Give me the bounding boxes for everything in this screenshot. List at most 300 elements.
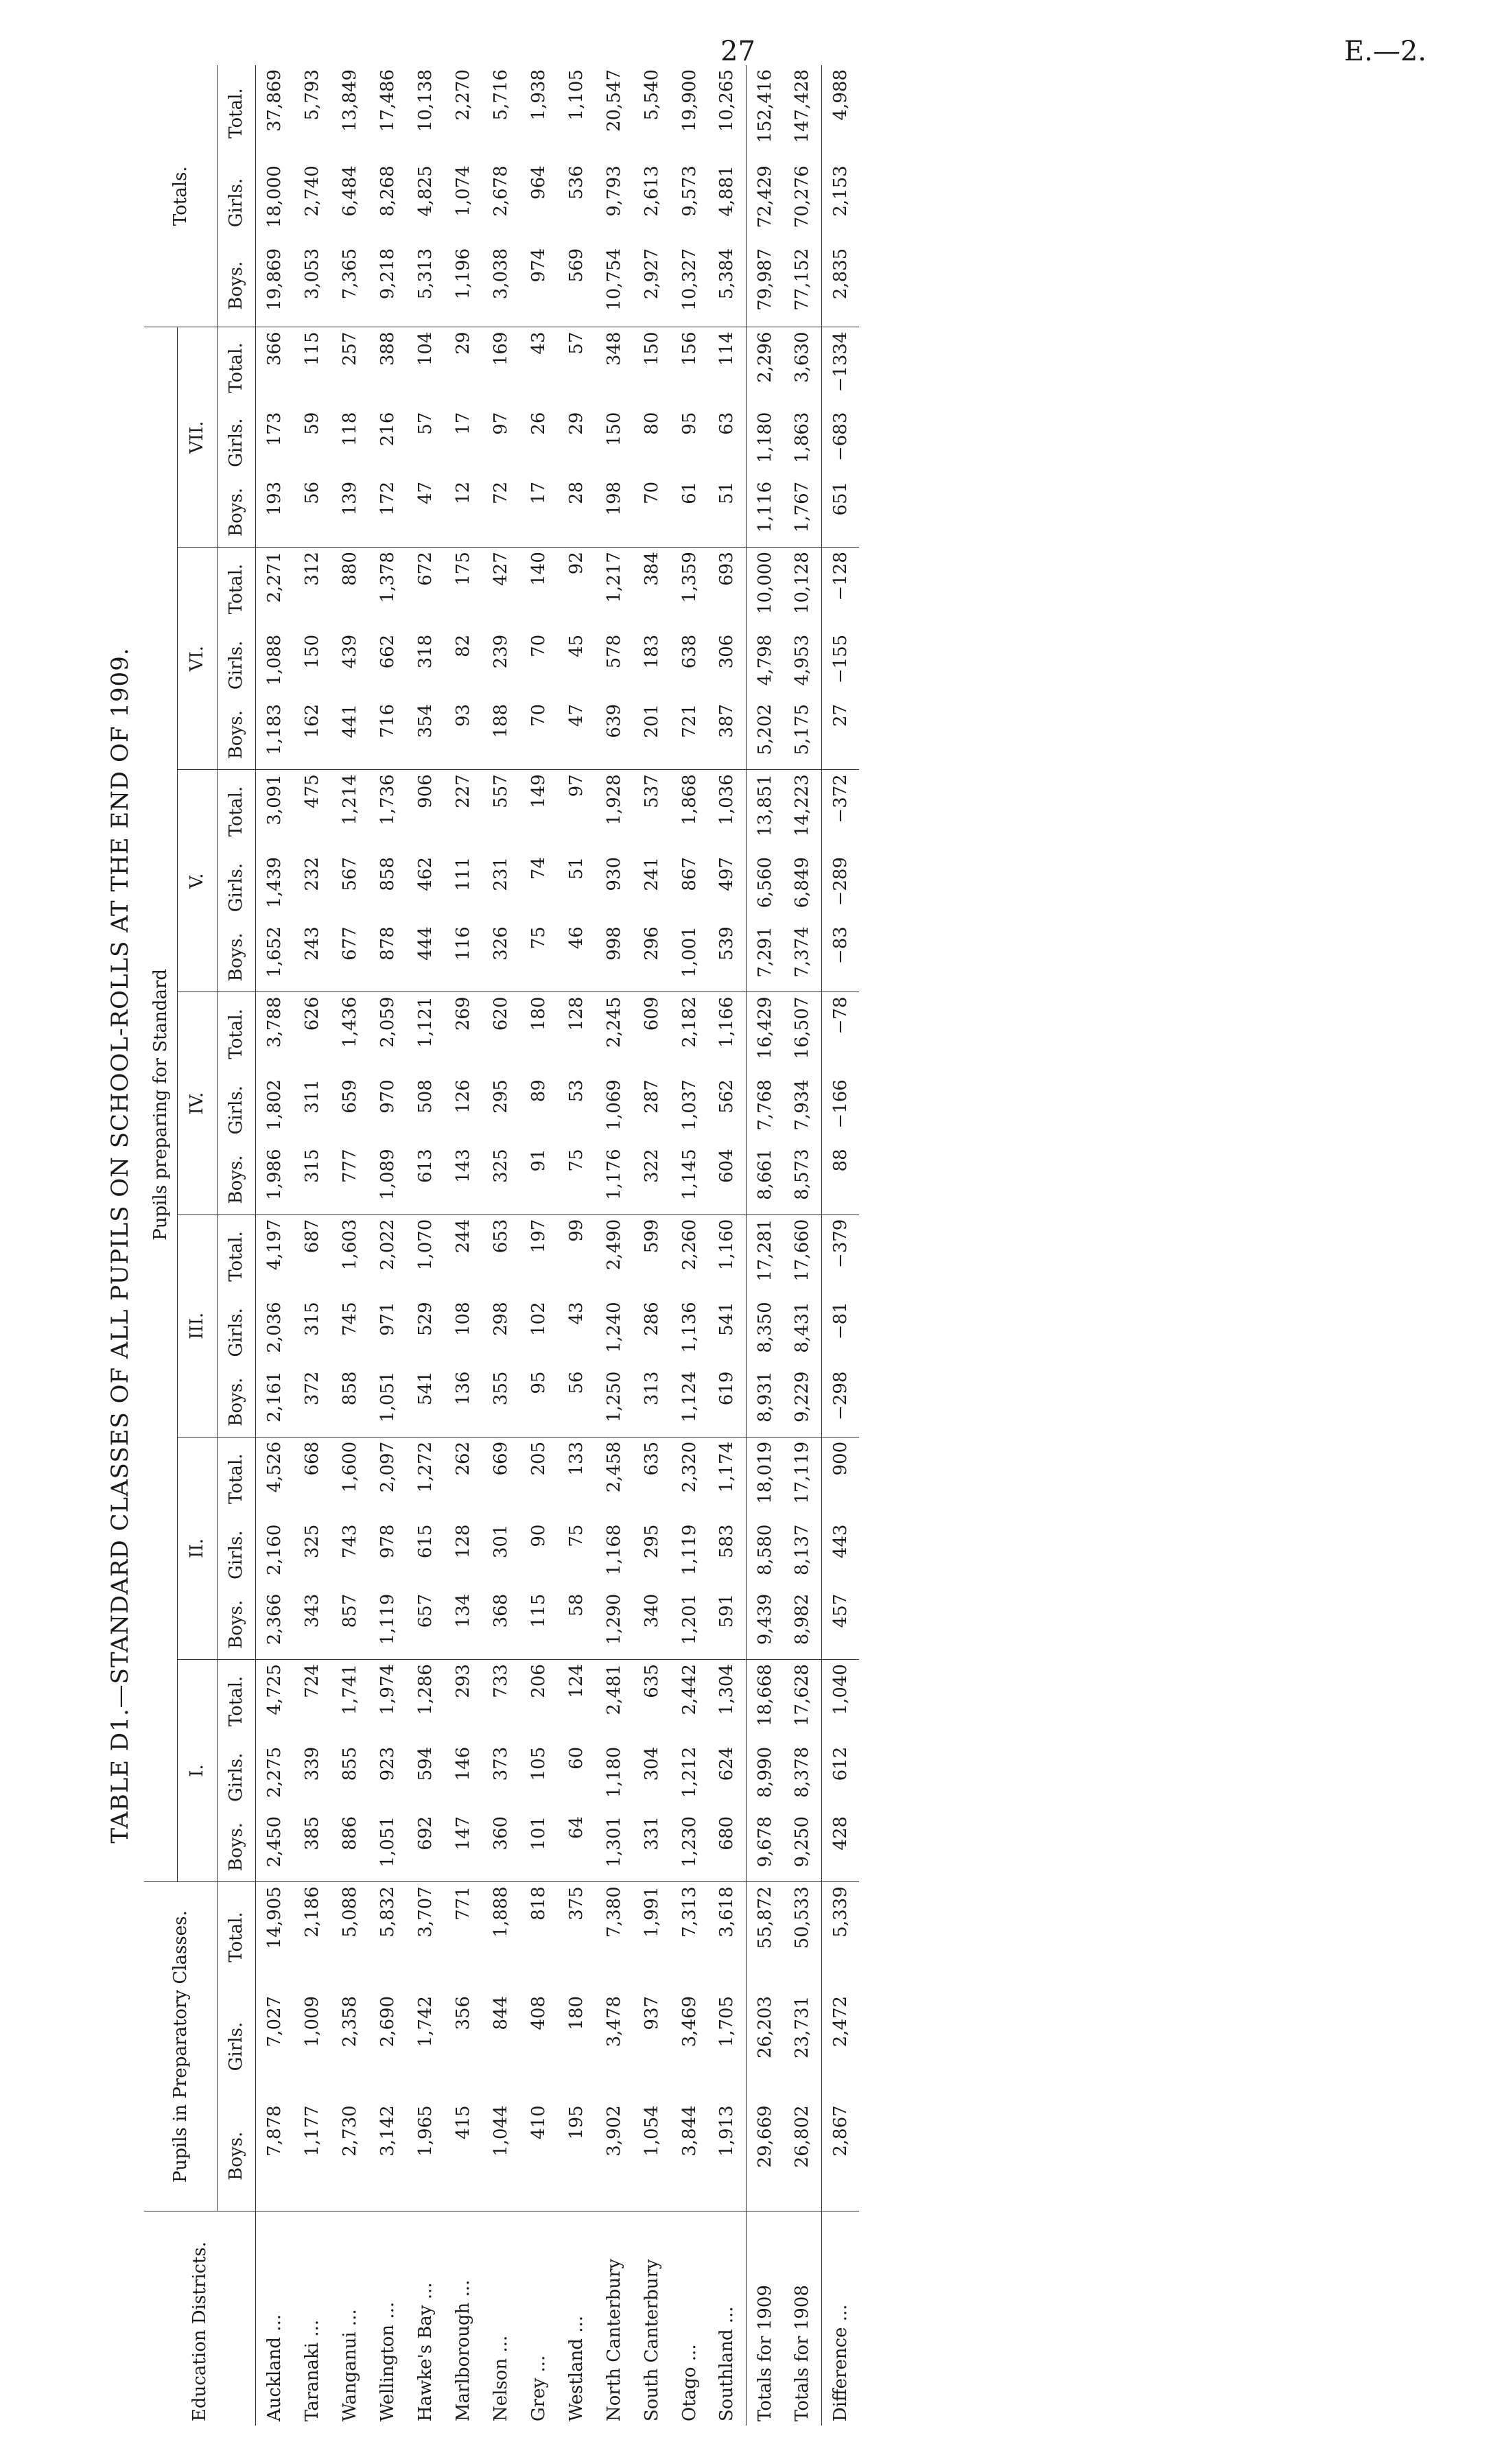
table-cell: 201 [633,700,670,770]
table-cell: 5,832 [377,1886,398,1938]
table-cell: 562 [716,1079,738,1114]
table-row [595,65,633,2426]
table-cell: 9,678 [746,1812,784,1882]
table-cell: 2,490 [603,1219,624,1271]
table-cell: 2,153 [821,161,859,244]
table-cell: 306 [716,634,738,669]
table-cell: 1,378 [377,552,398,603]
table-cell: 373 [490,1746,511,1781]
district-name: Hawke's Bay ... [414,2282,436,2421]
table-cell: 2,481 [603,1664,624,1715]
table-cell: 3,142 [368,2101,406,2211]
table-cell: 173 [263,412,285,447]
subheader-girls: Girls. [217,1521,255,1590]
table-cell: 657 [406,1590,444,1660]
table-cell: 1,088 [263,634,285,686]
table-cell: 89 [528,1079,549,1103]
table-cell: 45 [565,634,587,657]
table-cell: 10,327 [670,244,708,327]
table-cell: 2,022 [377,1219,398,1271]
rotated-table-region [96,65,1400,2426]
table-cell: 286 [641,1302,662,1336]
table-cell: 13,849 [339,69,360,132]
table-cell: 541 [406,1368,444,1438]
table-cell: 77,152 [784,244,821,327]
table-cell: 140 [528,552,549,586]
table-cell: 269 [452,996,473,1031]
table-cell: 428 [821,1812,859,1882]
table-cell: 60 [565,1746,587,1770]
table-cell: 3,053 [293,244,331,327]
subheader-girls: Girls. [217,631,255,700]
table-cell: 139 [331,478,368,548]
table-cell: 855 [339,1746,360,1781]
table-cell: 339 [301,1746,322,1781]
table-cell: 147 [444,1812,482,1882]
table-cell: 8,931 [746,1368,784,1438]
table-cell: 1,054 [633,2101,670,2211]
table-cell: 677 [331,922,368,992]
table-cell: 7,027 [263,1995,285,2048]
table-cell: 1,124 [670,1368,708,1438]
table-cell: 29 [565,412,587,435]
table-cell: 97 [565,774,587,797]
table-cell: 126 [452,1079,473,1114]
table-cell: 8,990 [746,1743,784,1812]
table-cell: 46 [557,922,595,992]
table-cell: 475 [301,774,322,808]
table-cell: 88 [821,1145,859,1215]
table-cell: 4,725 [263,1664,285,1715]
table-cell: 18,019 [746,1437,784,1520]
table-cell: 70 [519,700,557,770]
table-cell: 3,091 [263,774,285,825]
table-cell: 13,851 [746,770,784,853]
table-cell: 1,212 [679,1746,700,1798]
table-cell: 1,652 [255,922,293,992]
table-cell: 72 [482,478,519,548]
table-cell: −78 [821,992,859,1075]
table-cell: 1,001 [670,922,708,992]
table-cell: 150 [301,634,322,669]
district-name: Nelson ... [490,2335,511,2421]
table-cell: 818 [528,1886,549,1921]
table-cell: 9,218 [368,244,406,327]
table-cell: 180 [565,1995,587,2030]
table-cell: 844 [490,1995,511,2030]
table-row [406,65,444,2426]
table-cell: 90 [528,1524,549,1547]
table-cell: 1,913 [708,2101,746,2211]
table-cell: 733 [490,1664,511,1698]
totals-header: Totals. [144,65,217,327]
table-cell: 1,009 [301,1995,322,2048]
standard-v-header: V. [177,770,217,992]
table-cell: 626 [301,996,322,1031]
table-row [482,65,519,2426]
table-cell: 5,313 [406,244,444,327]
table-cell: 2,296 [746,327,784,408]
table-cell: 1,986 [255,1145,293,1215]
table-cell: 1,250 [595,1368,633,1438]
table-cell: 462 [414,856,436,891]
table-cell: 79,987 [746,244,784,327]
table-cell: 1,705 [716,1995,738,2048]
subheader-girls: Girls. [217,1298,255,1367]
table-cell: 64 [557,1812,595,1882]
table-cell: 16,429 [746,992,784,1075]
prep-header: Pupils in Preparatory Classes. [144,1882,217,2211]
table-row [708,65,746,2426]
district-name: Otago ... [679,2344,700,2421]
table-cell: 301 [490,1524,511,1559]
table-cell: 16,507 [792,996,813,1059]
table-cell: 124 [565,1664,587,1698]
district-name: Grey ... [528,2355,549,2421]
table-cell: 743 [339,1524,360,1559]
table-cell: 10,138 [414,69,436,132]
table-cell: 43 [528,331,549,355]
table-cell: 2,260 [679,1219,700,1271]
table-cell: 91 [519,1145,557,1215]
table-cell: 311 [301,1079,322,1114]
table-cell: 1,304 [716,1664,738,1715]
table-cell: 19,869 [255,244,293,327]
table-cell: 97 [490,412,511,435]
table-cell: 51 [708,478,746,548]
table-cell: 92 [565,552,587,575]
table-cell: 385 [293,1812,331,1882]
subheader-boys: Boys. [217,922,255,992]
table-cell: 172 [368,478,406,548]
district-name: Auckland ... [263,2314,285,2421]
subheader-total: Total. [217,1215,255,1298]
table-cell: 1,439 [263,856,285,908]
table-cell: 8,268 [377,165,398,217]
table-cell: 2,690 [377,1995,398,2048]
table-cell: 619 [708,1368,746,1438]
table-cell: 716 [368,700,406,770]
table-cell: 537 [641,774,662,808]
table-cell: 974 [519,244,557,327]
subheader-girls: Girls. [217,1075,255,1145]
table-cell: 8,573 [784,1145,821,1215]
table-cell: 197 [528,1219,549,1254]
table-cell: 343 [293,1590,331,1660]
table-cell: 232 [301,856,322,891]
table-cell: 26,203 [746,1992,784,2101]
table-cell: 7,878 [255,2101,293,2211]
table-cell: 241 [641,856,662,891]
table-cell: 1,168 [603,1524,624,1575]
table-cell: 239 [490,634,511,669]
table-cell: 2,442 [679,1664,700,1715]
table-cell: 1,272 [414,1441,436,1493]
table-cell: 745 [339,1302,360,1336]
table-cell: 17,281 [746,1215,784,1298]
table-cell: 1,116 [746,478,784,548]
table-cell: 662 [377,634,398,669]
table-cell: 539 [708,922,746,992]
table-cell: 8,580 [746,1521,784,1590]
table-cell: 14,223 [792,774,813,837]
table-cell: 9,573 [679,165,700,217]
table-cell: 17,119 [792,1441,813,1504]
table-cell: 415 [444,2101,482,2211]
table-cell: 653 [490,1219,511,1254]
table-cell: 9,250 [784,1812,821,1882]
table-cell: 368 [482,1590,519,1660]
table-cell: 322 [633,1145,670,1215]
table-row [293,65,331,2426]
table-cell: 152,416 [746,65,784,161]
table-cell: −128 [821,548,859,631]
table-cell: 858 [377,856,398,891]
standard-vii-header: VII. [177,327,217,548]
table-cell: 1,051 [368,1368,406,1438]
subheader-boys: Boys. [217,2101,255,2211]
table-cell: 2,450 [255,1812,293,1882]
table-cell: 4,526 [263,1441,285,1493]
table-body [255,65,859,2426]
table-cell: 143 [444,1145,482,1215]
subheader-boys: Boys. [217,244,255,327]
table-cell: 1,301 [595,1812,633,1882]
table-cell: 1,166 [716,996,738,1048]
table-cell: 331 [633,1812,670,1882]
table-cell: 1,240 [603,1302,624,1353]
table-cell: 1,040 [821,1660,859,1743]
table-cell: 4,953 [792,634,813,686]
table-cell: 312 [301,552,322,586]
table-cell: 2,678 [490,165,511,217]
table-cell: 355 [482,1368,519,1438]
table-cell: 457 [821,1590,859,1660]
table-cell: 6,484 [339,165,360,217]
table-cell: −379 [821,1215,859,1298]
table-cell: 687 [301,1219,322,1254]
table-cell: 1,230 [670,1812,708,1882]
table-cell: 2,036 [263,1302,285,1353]
table-cell: 150 [641,331,662,366]
table-cell: 14,905 [263,1886,285,1949]
table-cell: 183 [641,634,662,669]
standard-ii-header: II. [177,1437,217,1659]
table-cell: 1,290 [595,1590,633,1660]
table-cell: 6,560 [746,853,784,922]
table-cell: 978 [377,1524,398,1559]
table-cell: 7,768 [746,1075,784,1145]
table-cell: 1,217 [603,552,624,603]
table-cell: 1,600 [339,1441,360,1493]
table-cell: 2,161 [255,1368,293,1438]
subheader-girls: Girls. [217,853,255,922]
table-cell: 1,286 [414,1664,436,1715]
table-cell: 10,265 [716,69,738,132]
table-cell: 243 [293,922,331,992]
table-cell: 591 [708,1590,746,1660]
table-cell: 638 [679,634,700,669]
table-cell: 4,798 [746,631,784,700]
table-cell: 18,668 [746,1660,784,1743]
table-cell: 28 [557,478,595,548]
table-cell: 10,128 [792,552,813,615]
district-name: Wellington ... [377,2301,398,2421]
table-cell: 2,245 [603,996,624,1048]
table-cell: 1,741 [339,1664,360,1715]
table-cell: 244 [452,1219,473,1254]
table-cell: 156 [679,331,700,366]
table-cell: 1,938 [528,69,549,121]
subheader-girls: Girls. [217,1992,255,2101]
table-cell: 101 [519,1812,557,1882]
table-cell: 74 [528,856,549,880]
table-cell: 5,339 [821,1882,859,1992]
table-cell: 867 [679,856,700,891]
district-name: Difference ... [821,2211,859,2426]
table-cell: 80 [641,412,662,435]
standard-i-header: I. [177,1660,217,1882]
table-cell: 8,350 [746,1298,784,1367]
table-cell: 880 [339,552,360,586]
table-cell: 295 [490,1079,511,1114]
table-cell: 1,119 [368,1590,406,1660]
table-cell: 17,628 [792,1664,813,1727]
table-cell: 1,070 [414,1219,436,1271]
table-cell: 583 [716,1524,738,1559]
table-cell: 1,105 [565,69,587,121]
standard-iv-header: IV. [177,992,217,1215]
table-cell: 7,380 [603,1886,624,1938]
table-cell: 878 [368,922,406,992]
table-cell: 315 [293,1145,331,1215]
table-cell: 3,788 [263,996,285,1048]
table-cell: 659 [339,1079,360,1114]
table-cell: 59 [301,412,322,435]
table-cell: 111 [452,856,473,891]
page-number: 27 [720,36,755,67]
table-cell: 569 [557,244,595,327]
table-cell: 930 [603,856,624,891]
table-cell: 102 [528,1302,549,1336]
table-cell: 57 [414,412,436,435]
table-cell: 1,436 [339,996,360,1048]
table-cell: 1,074 [452,165,473,217]
table-cell: 886 [331,1812,368,1882]
table-cell: 2,270 [452,69,473,121]
table-cell: 150 [603,412,624,447]
table-cell: 7,313 [679,1886,700,1938]
table-cell: 72,429 [746,161,784,244]
table-cell: 47 [406,478,444,548]
table-cell: 19,900 [679,69,700,132]
table-cell: 2,059 [377,996,398,1048]
table-cell: 858 [331,1368,368,1438]
table-cell: 37,869 [263,69,285,132]
table-cell: 118 [339,412,360,447]
table-cell: 318 [414,634,436,669]
table-cell: 325 [301,1524,322,1559]
table-cell: 1,201 [670,1590,708,1660]
table-cell: 128 [452,1524,473,1559]
table-cell: 964 [528,165,549,200]
table-cell: 326 [482,922,519,992]
table-cell: −683 [821,408,859,478]
table-cell: 923 [377,1746,398,1781]
table-cell: 50,533 [792,1886,813,1949]
table-row [519,65,557,2426]
table-cell: 7,291 [746,922,784,992]
table-cell: 8,431 [792,1302,813,1353]
table-cell: 12 [444,478,482,548]
table-cell: 26 [528,412,549,435]
table-cell: 162 [293,700,331,770]
table-cell: 116 [444,922,482,992]
table-cell: 205 [528,1441,549,1476]
table-row [784,65,821,2426]
table-cell: 906 [414,774,436,808]
table-cell: 10,754 [595,244,633,327]
table-cell: 17 [519,478,557,548]
district-name: North Canterbury [603,2258,624,2421]
table-cell: 47 [557,700,595,770]
table-cell: 721 [670,700,708,770]
table-row [821,65,859,2426]
table-cell: 315 [301,1302,322,1336]
table-cell: 9,229 [784,1368,821,1438]
table-cell: 70 [633,478,670,548]
table-cell: 8,378 [792,1746,813,1798]
table-cell: 2,160 [263,1524,285,1575]
table-row [331,65,368,2426]
subheader-row [217,65,255,2426]
table-cell: 57 [565,331,587,355]
table-row [557,65,595,2426]
table-cell: 2,867 [821,2101,859,2211]
table-cell: 27 [821,700,859,770]
table-cell: 375 [565,1886,587,1921]
table-cell: 971 [377,1302,398,1336]
table-cell: 51 [565,856,587,880]
table-cell: 193 [255,478,293,548]
district-name: Wanganui ... [339,2309,360,2421]
table-cell: 147,428 [792,69,813,143]
subheader-girls: Girls. [217,1743,255,1812]
table-cell: 1,603 [339,1219,360,1271]
table-cell: 115 [519,1590,557,1660]
table-cell: 99 [565,1219,587,1242]
table-cell: 3,038 [482,244,519,327]
table-cell: 1,069 [603,1079,624,1131]
table-cell: 17 [452,412,473,435]
district-name: Totals for 1909 [746,2211,784,2426]
table-cell: 2,740 [301,165,322,217]
table-cell: 5,384 [708,244,746,327]
subheader-boys: Boys. [217,1812,255,1882]
table-cell: 508 [414,1079,436,1114]
subheader-boys: Boys. [217,700,255,770]
table-cell: 2,613 [641,165,662,217]
table-cell: 104 [414,331,436,366]
subheader-girls: Girls. [217,161,255,244]
table-cell: 372 [293,1368,331,1438]
table-cell: 1,044 [482,2101,519,2211]
table-cell: 56 [293,478,331,548]
table-cell: 387 [708,700,746,770]
table-cell: 693 [716,552,738,586]
table-cell: 2,186 [301,1886,322,1938]
table-cell: 61 [670,478,708,548]
